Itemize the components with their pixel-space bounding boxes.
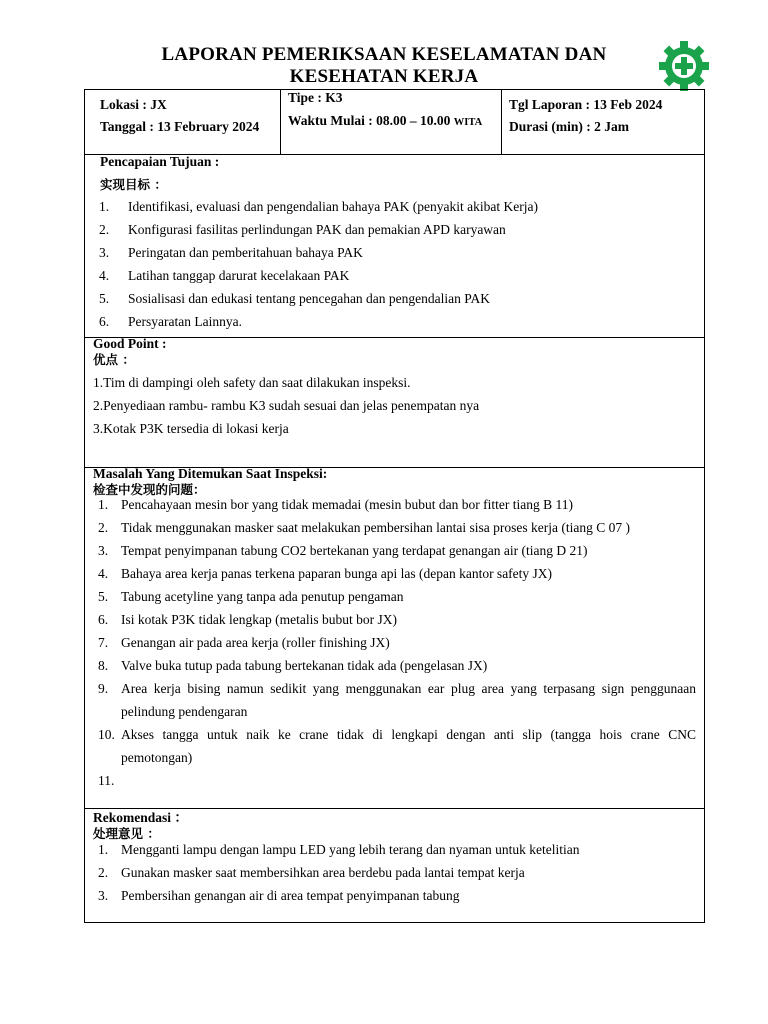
list-item-number: 4. (98, 566, 109, 581)
list-item-number: 6. (99, 314, 110, 329)
title-line-1: LAPORAN PEMERIKSAAN KESELAMATAN DAN (161, 44, 607, 65)
list-item-text: Pembersihan genangan air di area tempat penyimpanan tabung (121, 888, 460, 903)
durasi-label: Durasi (min) : 2 Jam (509, 119, 629, 134)
list-item-text: pelindung pendengaran (121, 704, 248, 719)
list-item-number: 1. (98, 497, 109, 512)
list-item-number: 9. (98, 681, 109, 696)
list-item-text: pemotongan) (121, 750, 193, 765)
list-item-text: Latihan tanggap darurat kecelakaan PAK (128, 268, 350, 283)
list-item-text: Pencahayaan mesin bor yang tidak memadai (mesin bubut dan bor fitter tiang B 11) (121, 497, 573, 512)
waktu-zone: WITA (453, 117, 483, 128)
tgl-laporan-label: Tgl Laporan : 13 Feb 2024 (509, 97, 663, 112)
list-item-number: 6. (98, 612, 109, 627)
list-item-text: 2.Penyediaan rambu- rambu K3 sudah sesuai dan jelas penempatan nya (93, 398, 480, 413)
list-item-number: 3. (98, 543, 109, 558)
lokasi-label: Lokasi : JX (100, 97, 167, 112)
rekomendasi-title: Rekomendasi ： (93, 810, 188, 825)
tanggal-label: Tanggal : 13 February 2024 (100, 119, 260, 134)
list-item-text: Sosialisasi dan edukasi tentang pencegahan dan pengendalian PAK (128, 291, 491, 306)
list-item-text: 3.Kotak P3K tersedia di lokasi kerja (93, 421, 289, 436)
list-item-number: 11. (98, 773, 115, 788)
gear-tooth (659, 62, 669, 70)
title-line-2: KESEHATAN KERJA (289, 66, 479, 87)
masalah-title: Masalah Yang Ditemukan Saat Inspeksi: (93, 466, 328, 481)
waktu-mulai-label (288, 113, 482, 131)
list-item-number: 2. (98, 520, 109, 535)
list-item-text: Bahaya area kerja panas terkena paparan bunga api las (depan kantor safety JX) (121, 566, 553, 581)
gear-tooth (680, 41, 688, 51)
list-item-text: Gunakan masker saat membersihkan area berdebu pada lantai tempat kerja (121, 865, 525, 880)
list-item-number: 1. (99, 199, 110, 214)
list-item-text: Tempat penyimpanan tabung CO2 bertekanan yang terdapat genangan air (tiang D 21) (121, 543, 588, 558)
list-item-text: Area kerja bising namun sedikit yang menggunakan ear plug area yang terpasang sign penggunaan (121, 681, 696, 696)
list-item-number: 1. (98, 842, 109, 857)
list-item-number: 8. (98, 658, 109, 673)
waktu-mulai-value: Waktu Mulai : 08.00 – 10.00 (288, 113, 451, 128)
list-item-number: 2. (98, 865, 109, 880)
list-item-number: 3. (99, 245, 110, 260)
gear-tooth (699, 62, 709, 70)
list-item-text: Genangan air pada area kerja (roller finishing JX) (121, 635, 390, 650)
list-item-number: 2. (99, 222, 110, 237)
tipe-label: Tipe : K3 (288, 90, 343, 105)
list-item-text: 1.Tim di dampingi oleh safety dan saat dilakukan inspeksi. (93, 375, 411, 390)
pencapaian-title-cn: 实现目标 ： (100, 177, 167, 192)
list-item-number: 7. (98, 635, 109, 650)
list-item-number: 5. (99, 291, 110, 306)
list-item-text: Konfigurasi fasilitas perlindungan PAK dan pemakian APD karyawan (128, 222, 506, 237)
rekomendasi-title-cn: 处理意见 ： (93, 826, 160, 841)
list-item-text: Peringatan dan pemberitahuan bahaya PAK (128, 245, 363, 260)
list-item-text: Akses tangga untuk naik ke crane tidak di lengkapi dengan anti slip (tangga hois crane CNC (121, 727, 696, 742)
k3-logo-icon (656, 40, 712, 92)
list-item-text: Tabung acetyline yang tanpa ada penutup pengaman (121, 589, 404, 604)
pencapaian-title: Pencapaian Tujuan : (100, 154, 220, 169)
list-item-number: 4. (99, 268, 110, 283)
good-point-title: Good Point : (93, 336, 167, 351)
list-item-number: 3. (98, 888, 109, 903)
list-item-text: Identifikasi, evaluasi dan pengendalian bahaya PAK (penyakit akibat Kerja) (128, 199, 538, 214)
report-title (0, 44, 768, 88)
good-point-title-cn: 优点 ： (93, 352, 135, 367)
masalah-title-cn: 检查中发现的问题： (93, 482, 206, 497)
list-item-text: Valve buka tutup pada tabung bertekanan tidak ada (pengelasan JX) (121, 658, 488, 673)
list-item-number: 5. (98, 589, 109, 604)
list-item-text: Mengganti lampu dengan lampu LED yang lebih terang dan nyaman untuk ketelitian (121, 842, 580, 857)
list-item-text: Isi kotak P3K tidak lengkap (metalis bubut bor JX) (121, 612, 397, 627)
list-item-number: 10. (98, 727, 115, 742)
list-item-text: Tidak menggunakan masker saat melakukan pembersihan lantai sisa proses kerja (tiang C 07 ) (121, 520, 630, 535)
list-item-text: Persyaratan Lainnya. (128, 314, 242, 329)
